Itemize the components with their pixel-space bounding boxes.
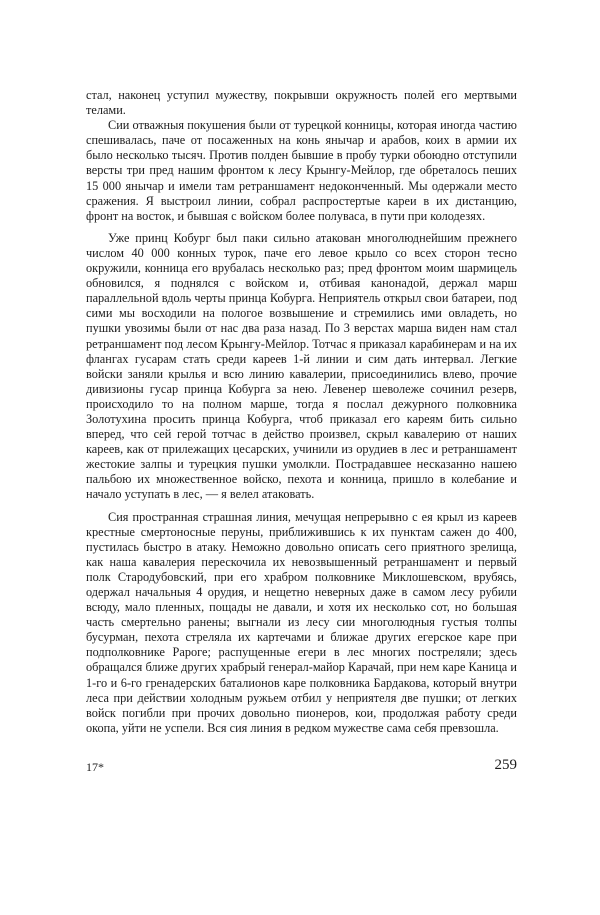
page-body	[86, 88, 517, 736]
signature-mark: 17*	[86, 760, 104, 774]
paragraph-continuation: стал, наконец уступил мужеству, покрывши окружность полей его мертвыми телами.	[86, 88, 517, 118]
page-number: 259	[494, 757, 517, 773]
paragraph-turkish-cavalry-attacks: Сии отважныя покушения были от турецкой конницы, которая иногда частию спешивалась, паче от посаженных на конь янычар и арабов, коих в армии их было несколько тысяч. Против полден бывшие в пробу турки обоюдно отступили версты три пред нашим фронтом к лесу Крынгу-Мейлор, где обреталось пеших 15 000 янычар и имели там ретраншамент недоконченный. Мы одержали место сражения. Я выстроил линии, собрал распростертые кареи в их дистанцию, фронт на восток, и бывшая с войском более полуваса, в пути при колодезях.	[86, 118, 517, 223]
paragraph-line-attack: Сия пространная страшная линия, мечущая непрерывно с ея крыл из кареев крестные смертоносные перуны, приближившись к их пунктам сажен до 400, пустилась быстро в атаку. Неможно довольно описать сего приятного зрелища, как наша кавалерия перескочила их невозвышенный ретраншамент и первый полк Стародубовский, при его храбром полковнике Миклошевском, врубясь, одержал начальныя 4 орудия, и нещетно неверных даже в самом лесу рубили всюду, мало пленных, пощады не давали, и хотя их несколько сот, но большая часть смертельно ранены; выгнали из лесу сии многолюдныя густыя толпы бусурман, пехота стреляла их картечами и ближае других егерское каре при подполковнике Рароге; распущенные егери в лес многих постреляли; здесь обращался ближе других храбрый генерал-майор Карачай, при нем каре Каница и 1-го и 6-го гренадерских баталионов каре полковника Бардакова, который внутри леса при действии холодным ружьем отбил у неприятеля две пушки; от легких войск погибли при прочих довольно пионеров, кои, продолжая работу среди окопа, уйти не успели. Вся сия линия в редком мужестве сама себя превзошла.	[86, 509, 517, 735]
paragraph-coburg-attacked: Уже принц Кобург был паки сильно атакован многолюднейшим прежнего числом 40 000 конных турок, паче его левое крыло со всех сторон тесно окружили, конница его врубалась несколько раз; пред фронтом моим шармицель обновился, я поднялся с войском и, отбивая канонадой, держал марш параллельной вдоль черты принца Кобурга. Неприятель открыл свои батареи, под сими мы восходили на пологое возвышение и стремились ими овладеть, но пушки увозимы были от нас два раза назад. По 3 верстах марша виден нам стал ретраншамент под лесом Крынгу-Мейлор. Тотчас я приказал карабинерам и на их флангах гусарам стать среди кареев 1-й линии и сим дать интервал. Легкие войски заняли крылья и всю линию кавалерии, присоединились влево, прочие дивизионы гусар принца Кобурга за нею. Левенер шеволеже сочинил резерв, происходило то на полном марше, тогда я послал дежурного полковника Золотухина просить принца Кобурга, чтоб приказал его кареям бить сильно вперед, что сей герой тотчас в действо произвел, скрыл кавалерию от наших кареев, как от прилежащих цесарских, учинили из орудиев в лес и ретраншамент жестокие залпы и турецкия пушки умолкли. Пострадавшее несказанно нашею пальбою их множественное войско, пехота и конница, пришло в колебание и начало уступать в лес, — я велел атаковать.	[86, 230, 517, 502]
page-footer	[86, 757, 517, 777]
